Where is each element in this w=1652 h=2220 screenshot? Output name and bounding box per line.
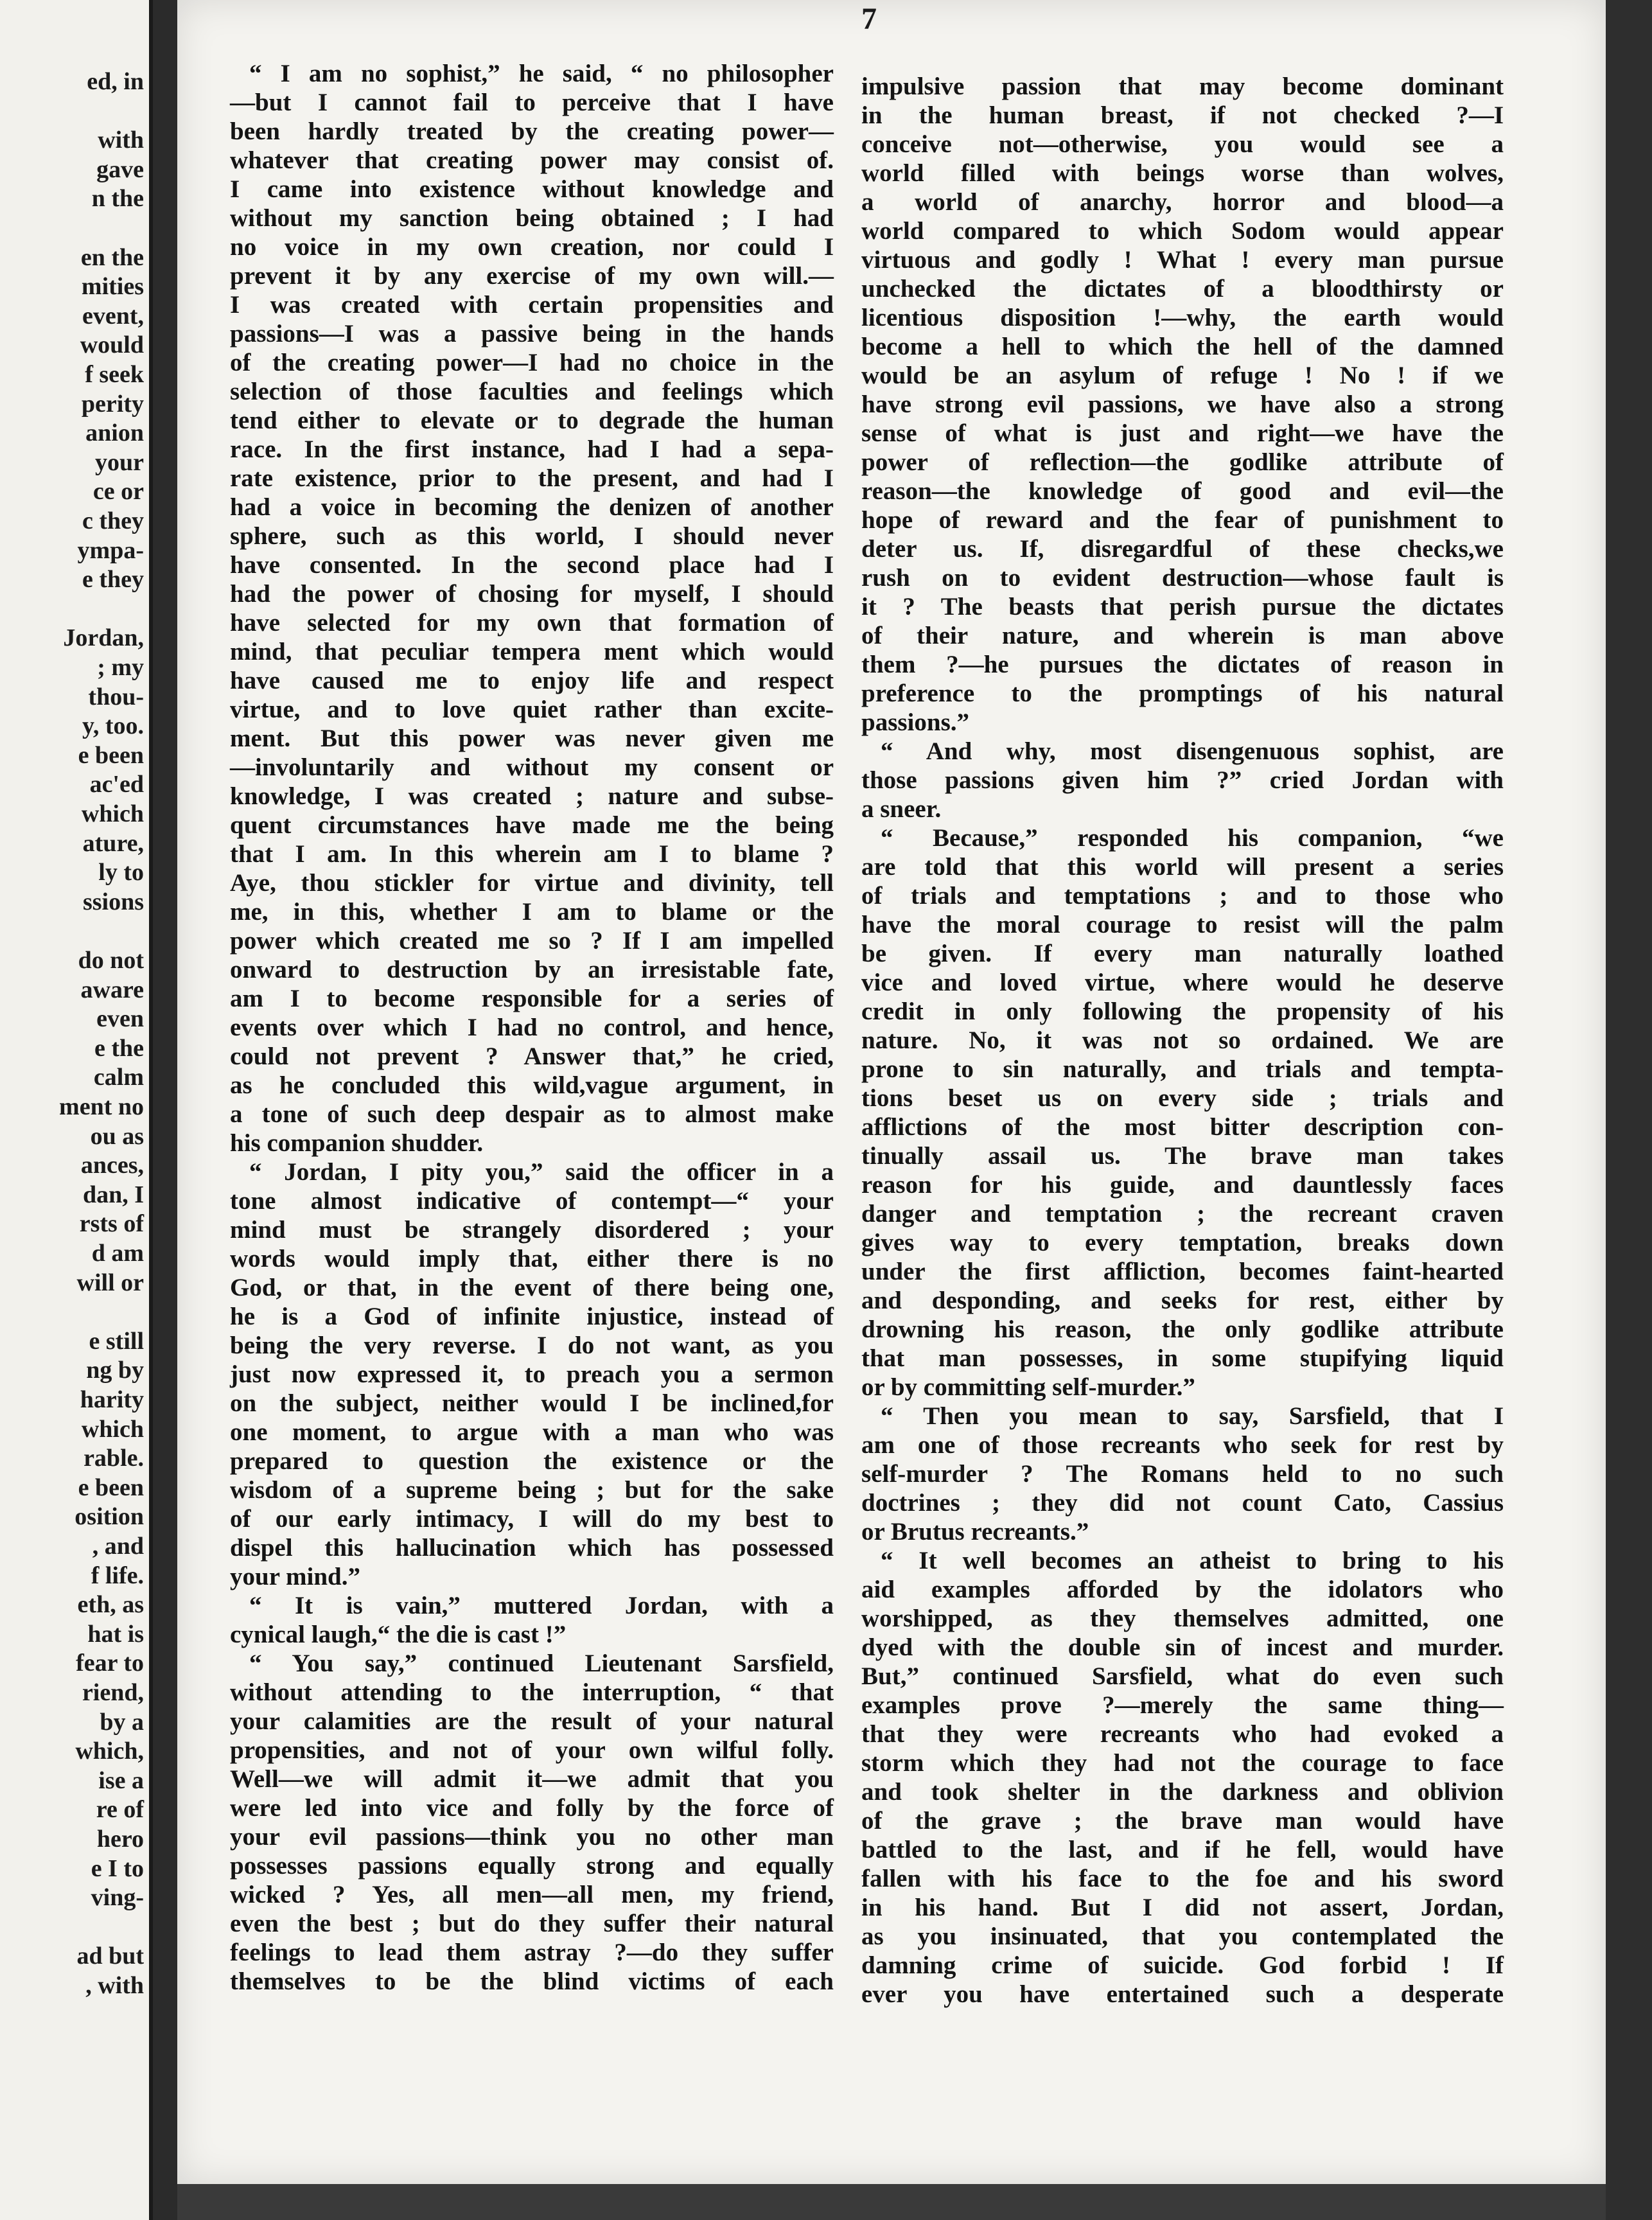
fragment-line: hero xyxy=(96,1826,144,1853)
fragment-line: do not xyxy=(78,947,144,974)
text-line: virtuous and godly ! What ! every man pursue xyxy=(861,246,1504,274)
fragment-line: , and xyxy=(92,1533,144,1560)
fragment-line: ving- xyxy=(91,1884,144,1912)
fragment-line: will or xyxy=(76,1269,144,1296)
fragment-line: Jordan, xyxy=(63,624,144,652)
text-line: knowledge, I was created ; nature and subse- xyxy=(230,782,834,810)
fragment-line: f life. xyxy=(91,1562,144,1589)
fragment-line: event, xyxy=(82,302,144,330)
fragment-line: ed, in xyxy=(87,68,144,95)
text-line: words would imply that, either there is no xyxy=(230,1245,834,1273)
fragment-line: , with xyxy=(85,1972,144,1999)
text-line: drowning his reason, the only godlike attribute xyxy=(861,1316,1504,1343)
fragment-line: ature, xyxy=(82,829,144,857)
text-line: power which created me so ? If I am impelled xyxy=(230,927,834,955)
background-edge xyxy=(1606,0,1652,2220)
fragment-line: aware xyxy=(80,976,144,1003)
text-line: it ? The beasts that perish pursue the dictates xyxy=(861,593,1504,621)
book-page xyxy=(177,0,1606,2184)
text-line: Aye, thou stickler for virtue and divinity, tell xyxy=(230,869,834,897)
text-line: prevent it by any exercise of my own will.— xyxy=(230,262,834,290)
text-line: been hardly treated by the creating power— xyxy=(230,118,834,145)
text-line: “ Jordan, I pity you,” said the officer in a xyxy=(249,1158,834,1186)
text-line: without attending to the interruption, “ that xyxy=(230,1678,834,1706)
text-line: quent circumstances have made me the being xyxy=(230,811,834,839)
text-line: possesses passions equally strong and equally xyxy=(230,1852,834,1880)
fragment-line: e the xyxy=(94,1034,144,1062)
text-line: even the best ; but do they suffer their natural xyxy=(230,1910,834,1937)
text-line: without my sanction being obtained ; I had xyxy=(230,204,834,232)
fragment-line: n the xyxy=(91,185,144,213)
fragment-line: anion xyxy=(85,419,144,447)
text-line: tions beset us on every side ; trials and xyxy=(861,1084,1504,1112)
text-line: prepared to question the existence or the xyxy=(230,1447,834,1475)
fragment-line: ympa- xyxy=(77,536,144,564)
text-line: of our early intimacy, I will do my best to xyxy=(230,1505,834,1533)
text-line: “ Because,” responded his companion, “we xyxy=(881,824,1504,852)
fragment-line: would xyxy=(80,331,144,359)
text-line: impulsive passion that may become dominant xyxy=(861,73,1504,100)
fragment-line: ou as xyxy=(90,1122,144,1150)
fragment-line: ances, xyxy=(80,1152,144,1179)
text-line: just now expressed it, to preach you a sermon xyxy=(230,1361,834,1388)
text-line: that man possesses, in some stupifying liquid xyxy=(861,1344,1504,1372)
fragment-line: f seek xyxy=(85,361,144,388)
text-line: your evil passions—think you no other man xyxy=(230,1823,834,1851)
fragment-line: riend, xyxy=(82,1679,144,1706)
text-line: in his hand. But I did not assert, Jordan, xyxy=(861,1894,1504,1921)
text-line: “ You say,” continued Lieutenant Sarsfield, xyxy=(249,1650,834,1677)
text-line: danger and temptation ; the recreant craven xyxy=(861,1200,1504,1228)
text-line: rate existence, prior to the present, and had I xyxy=(230,464,834,492)
text-line: ment. But this power was never given me xyxy=(230,725,834,752)
text-line: licentious disposition !—why, the earth would xyxy=(861,304,1504,331)
text-line: have the moral courage to resist will the palm xyxy=(861,911,1504,938)
text-line: unchecked the dictates of a bloodthirsty or xyxy=(861,275,1504,303)
text-line: God, or that, in the event of there being one, xyxy=(230,1274,834,1301)
fragment-line: harity xyxy=(80,1386,144,1413)
text-line: your mind.” xyxy=(230,1563,360,1590)
book-gutter xyxy=(153,0,177,2220)
text-line: as you insinuated, that you contemplated the xyxy=(861,1923,1504,1950)
text-line: battled to the last, and if he fell, would have xyxy=(861,1836,1504,1863)
text-line: have selected for my own that formation of xyxy=(230,609,834,637)
fragment-line: ly to xyxy=(98,859,144,886)
text-line: were led into vice and folly by the force of xyxy=(230,1794,834,1822)
text-line: would be an asylum of refuge ! No ! if we xyxy=(861,362,1504,389)
text-line: your calamities are the result of your natural xyxy=(230,1707,834,1735)
text-line: examples prove ?—merely the same thing— xyxy=(861,1691,1504,1719)
fragment-line: ment no xyxy=(59,1093,144,1120)
fragment-line: which xyxy=(81,800,144,827)
fragment-line: re of xyxy=(96,1796,144,1824)
text-line: on the subject, neither would I be inclined,for xyxy=(230,1389,834,1417)
text-line: mind, that peculiar tempera ment which would xyxy=(230,638,834,665)
text-line: could not prevent ? Answer that,” he cried, xyxy=(230,1043,834,1070)
fragment-line: ad but xyxy=(76,1943,144,1970)
text-line: and took shelter in the darkness and oblivion xyxy=(861,1778,1504,1806)
text-line: prone to sin naturally, and trials and tempta- xyxy=(861,1055,1504,1083)
fragment-line: with xyxy=(98,127,144,154)
text-line: afflictions of the most bitter description con- xyxy=(861,1113,1504,1141)
text-line: a sneer. xyxy=(861,795,942,823)
text-line: world filled with beings worse than wolves, xyxy=(861,159,1504,187)
text-line: tone almost indicative of contempt—“ your xyxy=(230,1187,834,1215)
text-line: tinually assail us. The brave man takes xyxy=(861,1142,1504,1170)
text-line: virtue, and to love quiet rather than excite- xyxy=(230,696,834,723)
text-line: “ It well becomes an atheist to bring to his xyxy=(881,1547,1504,1574)
text-line: be given. If every man naturally loathed xyxy=(861,940,1504,967)
text-line: dyed with the double sin of incest and murder. xyxy=(861,1634,1504,1661)
fragment-line: ng by xyxy=(86,1357,144,1384)
text-line: conceive not—otherwise, you would see a xyxy=(861,130,1504,158)
fragment-line: perity xyxy=(81,390,144,418)
text-line: me, in this, whether I am to blame or the xyxy=(230,898,834,926)
text-line: and desponding, and seeks for rest, either by xyxy=(861,1287,1504,1314)
page-number: 7 xyxy=(861,2,877,36)
text-line: he is a God of infinite injustice, instead of xyxy=(230,1303,834,1330)
text-line: themselves to be the blind victims of each xyxy=(230,1968,834,1995)
text-line: feelings to lead them astray ?—do they suffer xyxy=(230,1939,834,1966)
text-line: I was created with certain propensities and xyxy=(230,291,834,319)
adjacent-page-fragment xyxy=(0,0,153,2220)
fragment-line: dan, I xyxy=(82,1181,144,1208)
text-line: had the power of chosing for myself, I should xyxy=(230,580,834,608)
fragment-line: e been xyxy=(78,1474,144,1501)
text-line: have strong evil passions, we have also a strong xyxy=(861,391,1504,418)
fragment-line: e been xyxy=(78,741,144,769)
text-line: wisdom of a supreme being ; but for the sake xyxy=(230,1476,834,1504)
text-line: reason—the knowledge of good and evil—the xyxy=(861,477,1504,505)
fragment-line: osition xyxy=(75,1503,144,1531)
text-line: self-murder ? The Romans held to no such xyxy=(861,1460,1504,1488)
text-line: —involuntarily and without my consent or xyxy=(230,753,834,781)
text-line: rush on to evident destruction—whose fault is xyxy=(861,564,1504,592)
text-line: had a voice in becoming the denizen of another xyxy=(230,493,834,521)
text-line: of their nature, and wherein is man above xyxy=(861,622,1504,649)
text-line: have caused me to enjoy life and respect xyxy=(230,667,834,694)
text-line: storm which they had not the courage to face xyxy=(861,1749,1504,1777)
fragment-line: e they xyxy=(82,566,144,594)
text-line: “ I am no sophist,” he said, “ no philosopher xyxy=(249,60,834,87)
text-line: power of reflection—the godlike attribute of xyxy=(861,448,1504,476)
fragment-line: y, too. xyxy=(82,712,144,740)
fragment-line: calm xyxy=(93,1064,144,1091)
text-line: vice and loved virtue, where would he deserve xyxy=(861,969,1504,996)
text-line: passions.” xyxy=(861,709,969,736)
text-line: “ And why, most disengenuous sophist, are xyxy=(881,737,1504,765)
text-line: mind must be strangely disordered ; your xyxy=(230,1216,834,1244)
text-line: in the human breast, if not checked ?—I xyxy=(861,101,1504,129)
text-line: cynical laugh,“ the die is cast !” xyxy=(230,1621,567,1648)
text-line: doctrines ; they did not count Cato, Cassius xyxy=(861,1489,1504,1517)
fragment-line: ise a xyxy=(98,1766,144,1794)
text-line: world compared to which Sodom would appear xyxy=(861,217,1504,245)
text-line: of trials and temptations ; and to those who xyxy=(861,882,1504,910)
text-line: whatever that creating power may consist of. xyxy=(230,146,834,174)
fragment-line: mities xyxy=(81,273,144,301)
text-line: that I am. In this wherein am I to blame ? xyxy=(230,840,834,868)
text-line: one moment, to argue with a man who was xyxy=(230,1418,834,1446)
fragment-line: by a xyxy=(100,1708,144,1736)
text-line: “ It is vain,” muttered Jordan, with a xyxy=(249,1592,834,1619)
text-line: race. In the first instance, had I had a sepa- xyxy=(230,436,834,463)
text-line: dispel this hallucination which has possessed xyxy=(230,1534,834,1562)
text-line: “ Then you mean to say, Sarsfield, that I xyxy=(881,1402,1504,1430)
text-line: ever you have entertained such a desperate xyxy=(861,1980,1504,2008)
fragment-line: which, xyxy=(75,1738,144,1765)
text-line: onward to destruction by an irresistable fate, xyxy=(230,956,834,983)
fragment-line: fear to xyxy=(76,1650,144,1677)
text-line: fallen with his face to the foe and his sword xyxy=(861,1865,1504,1892)
text-line: aid examples afforded by the idolators who xyxy=(861,1576,1504,1603)
text-line: of the grave ; the brave man would have xyxy=(861,1807,1504,1835)
text-line: propensities, and not of your own wilful folly. xyxy=(230,1736,834,1764)
text-line: sense of what is just and right—we have the xyxy=(861,419,1504,447)
text-line: wicked ? Yes, all men—all men, my friend, xyxy=(230,1881,834,1908)
text-line: events over which I had no control, and hence, xyxy=(230,1014,834,1041)
text-column-left xyxy=(230,59,834,1996)
fragment-line: rsts of xyxy=(79,1210,144,1238)
text-line: are told that this world will present a series xyxy=(861,853,1504,881)
text-line: as he concluded this wild,vague argument, in xyxy=(230,1071,834,1099)
text-line: Well—we will admit it—we admit that you xyxy=(230,1765,834,1793)
text-column-right xyxy=(861,72,1504,2009)
text-line: a world of anarchy, horror and blood—a xyxy=(861,188,1504,216)
fragment-line: which xyxy=(81,1415,144,1443)
fragment-line: rable. xyxy=(83,1445,144,1472)
fragment-line: ; my xyxy=(97,654,144,681)
text-line: am I to become responsible for a series of xyxy=(230,985,834,1012)
fragment-line: your xyxy=(95,448,144,476)
text-line: become a hell to which the hell of the damned xyxy=(861,333,1504,360)
fragment-line: even xyxy=(96,1005,144,1033)
text-line: being the very reverse. I do not want, as you xyxy=(230,1332,834,1359)
fragment-line: eth, as xyxy=(77,1591,144,1619)
text-line: those passions given him ?” cried Jordan with xyxy=(861,766,1504,794)
fragment-line: ce or xyxy=(92,478,144,506)
fragment-line: c they xyxy=(82,507,144,534)
text-line: sphere, such as this world, I should never xyxy=(230,522,834,550)
fragment-line: d am xyxy=(91,1240,144,1267)
fragment-line: hat is xyxy=(87,1620,144,1648)
text-line: preference to the promptings of his natural xyxy=(861,680,1504,707)
text-line: them ?—he pursues the dictates of reason in xyxy=(861,651,1504,678)
text-line: have consented. In the second place had I xyxy=(230,551,834,579)
text-line: selection of those faculties and feelings which xyxy=(230,378,834,405)
fragment-line: e still xyxy=(89,1327,144,1355)
text-line: —but I cannot fail to perceive that I have xyxy=(230,89,834,116)
fragment-line: thou- xyxy=(88,683,144,710)
fragment-line: ssions xyxy=(82,888,144,915)
text-line: no voice in my own creation, nor could I xyxy=(230,233,834,261)
text-line: credit in only following the propensity of his xyxy=(861,998,1504,1025)
text-line: of the creating power—I had no choice in the xyxy=(230,349,834,376)
text-line: But,” continued Sarsfield, what do even such xyxy=(861,1662,1504,1690)
text-line: deter us. If, disregardful of these checks,we xyxy=(861,535,1504,563)
text-line: damning crime of suicide. God forbid ! If xyxy=(861,1951,1504,1979)
fragment-line: en the xyxy=(80,243,144,271)
text-line: hope of reward and the fear of punishment to xyxy=(861,506,1504,534)
text-line: his companion shudder. xyxy=(230,1129,484,1157)
fragment-line: ac'ed xyxy=(89,771,144,798)
text-line: reason for his guide, and dauntlessly faces xyxy=(861,1171,1504,1199)
text-line: that they were recreants who had evoked a xyxy=(861,1720,1504,1748)
text-line: worshipped, as they themselves admitted, one xyxy=(861,1605,1504,1632)
text-line: gives way to every temptation, breaks down xyxy=(861,1229,1504,1256)
text-line: or Brutus recreants.” xyxy=(861,1518,1089,1546)
text-line: nature. No, it was not so ordained. We are xyxy=(861,1026,1504,1054)
fragment-line: e I to xyxy=(91,1854,144,1882)
text-line: passions—I was a passive being in the hands xyxy=(230,320,834,348)
text-line: a tone of such deep despair as to almost make xyxy=(230,1100,834,1128)
text-line: tend either to elevate or to degrade the human xyxy=(230,407,834,434)
text-line: I came into existence without knowledge and xyxy=(230,175,834,203)
text-line: or by committing self-murder.” xyxy=(861,1373,1195,1401)
text-line: am one of those recreants who seek for rest by xyxy=(861,1431,1504,1459)
fragment-line: gave xyxy=(96,155,144,183)
text-line: under the first affliction, becomes faint-hearted xyxy=(861,1258,1504,1285)
